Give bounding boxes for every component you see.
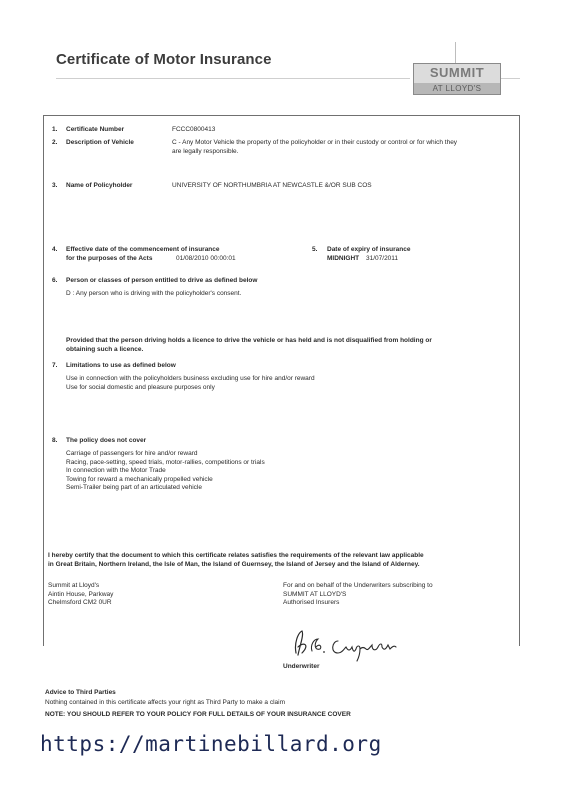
certify-line1: I hereby certify that the document to which this certificate relates satisfies the requirements of the relevant law applicable — [48, 552, 424, 559]
section-2-label: Description of Vehicle — [66, 139, 134, 146]
underwriter-label: Underwriter — [283, 663, 320, 670]
section-6-label: Person or classes of person entitled to drive as defined below — [66, 277, 258, 284]
proviso-line1: Provided that the person driving holds a licence to drive the vehicle or has held and is not disqualified from holding or — [66, 337, 432, 344]
section-3-number: 3. — [52, 182, 58, 189]
certificate-number: FCCC0800413 — [172, 126, 216, 133]
section-4-number: 4. — [52, 246, 58, 253]
section-8-label: The policy does not cover — [66, 437, 147, 444]
exclusion-line: Semi-Trailer being part of an articulated vehicle — [66, 484, 202, 491]
entitled-drivers: D : Any person who is driving with the policyholder's consent. — [66, 290, 242, 297]
logo-sub-text: AT LLOYD'S — [414, 83, 500, 94]
behalf-line: Authorised Insurers — [283, 599, 340, 606]
logo-rule — [500, 78, 520, 79]
exclusion-line: Towing for reward a mechanically propelled vehicle — [66, 475, 213, 483]
expiry-date: 31/07/2011 — [366, 254, 399, 262]
effective-date: 01/08/2010 00:00:01 — [176, 254, 236, 262]
section-8-number: 8. — [52, 437, 58, 444]
address-line: Summit at Lloyd's — [48, 582, 100, 589]
exclusion-line: Carriage of passengers for hire and/or reward — [66, 450, 198, 457]
section-5-label: Date of expiry of insurance — [327, 246, 411, 253]
page-title: Certificate of Motor Insurance — [56, 51, 272, 68]
vehicle-description-line1: C - Any Motor Vehicle the property of the policyholder or in their custody or control or for which they — [172, 139, 458, 146]
advice-line: Nothing contained in this certificate affects your right as Third Party to make a claim — [45, 699, 286, 706]
section-4-label-line1: Effective date of the commencement of insurance — [66, 246, 220, 253]
section-7-number: 7. — [52, 362, 58, 369]
vehicle-description-line2: are legally responsible. — [172, 147, 239, 155]
advice-heading: Advice to Third Parties — [45, 689, 116, 696]
policyholder-name: UNIVERSITY OF NORTHUMBRIA AT NEWCASTLE &/OR SUB COS — [172, 182, 372, 189]
underwriter-signature — [290, 625, 400, 665]
section-2-number: 2. — [52, 139, 58, 146]
limitation-line: Use for social domestic and pleasure purposes only — [66, 383, 215, 391]
section-1-number: 1. — [52, 126, 58, 133]
certify-line2: in Great Britain, Northern Ireland, the Isle of Man, the Island of Guernsey, the Island of Jersey and the Island of Alderney. — [48, 561, 420, 568]
behalf-line: SUMMIT AT LLOYD'S — [283, 590, 347, 598]
title-rule — [56, 78, 410, 79]
exclusion-line: Racing, pace-setting, speed trials, motor-rallies, competitions or trials — [66, 458, 265, 466]
watermark-url: https://martinebillard.org — [40, 732, 382, 756]
logo-divider — [455, 42, 456, 64]
behalf-line: For and on behalf of the Underwriters subscribing to — [283, 582, 433, 589]
limitation-line: Use in connection with the policyholders business excluding use for hire and/or reward — [66, 375, 315, 382]
section-5-number: 5. — [312, 246, 318, 253]
expiry-midnight: MIDNIGHT — [327, 254, 360, 262]
address-line: Aintin House, Parkway — [48, 590, 114, 598]
advice-note: NOTE: YOU SHOULD REFER TO YOUR POLICY FOR FULL DETAILS OF YOUR INSURANCE COVER — [45, 711, 351, 718]
section-4-label-line2: for the purposes of the Acts — [66, 254, 153, 262]
logo-main-text: SUMMIT — [429, 65, 485, 80]
section-7-label: Limitations to use as defined below — [66, 362, 176, 369]
section-3-label: Name of Policyholder — [66, 182, 133, 189]
exclusion-line: In connection with the Motor Trade — [66, 467, 166, 474]
section-1-label: Certificate Number — [66, 126, 125, 133]
address-line: Chelmsford CM2 0UR — [48, 599, 112, 606]
summit-logo — [413, 63, 501, 95]
proviso-line2: obtaining such a licence. — [66, 345, 144, 353]
section-6-number: 6. — [52, 277, 58, 284]
